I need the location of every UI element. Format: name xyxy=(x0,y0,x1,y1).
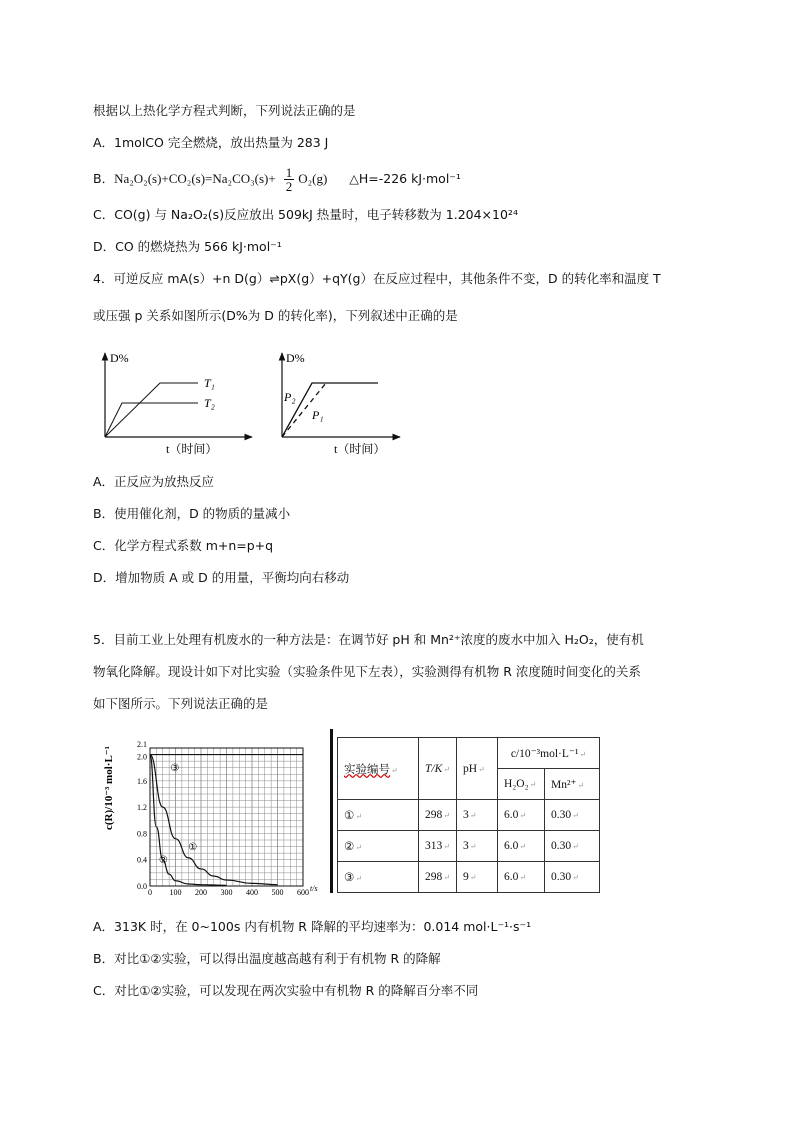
graph-temperature xyxy=(105,351,252,456)
cell-mn: 0.30↵ xyxy=(544,800,599,831)
table-row xyxy=(338,831,600,862)
header-ph: pH↵ xyxy=(456,738,497,800)
series-label: ① xyxy=(188,841,198,853)
q5-stem-line1: 5．目前工业上处理有机废水的一种方法是：在调节好 pH 和 Mn²⁺浓度的废水中加入 H₂O₂，使有机 xyxy=(93,632,644,647)
graph1-y-label: D% xyxy=(110,351,129,365)
x-tick-label: 400 xyxy=(246,888,258,897)
graph1-label-t1: T₁ xyxy=(204,376,215,390)
q4-stem-line1: 4．可逆反应 mA(s）+n D(g）⇌pX(g）+qY(g）在反应过程中，其他条件不变，D 的转化率和温度 T xyxy=(93,271,661,286)
cell-ph: 3↵ xyxy=(456,831,497,862)
table-header-row xyxy=(338,738,600,769)
cell-h2o2: 6.0↵ xyxy=(497,800,544,831)
series-label: ② xyxy=(158,855,168,866)
q5-option-c: C．对比①②实验，可以发现在两次实验中有机物 R 的降解百分率不同 xyxy=(93,983,479,998)
x-tick-label: 300 xyxy=(220,888,233,897)
x-tick-label: 200 xyxy=(195,888,207,897)
table-row xyxy=(338,862,600,893)
fraction-numerator: 1 xyxy=(285,165,293,180)
experiment-table xyxy=(337,737,600,893)
q5-stem-line2: 物氧化降解。现设计如下对比实验（实验条件见下左表），实验测得有机物 R 浓度随时间变化的关系 xyxy=(93,664,641,679)
q5-option-b: B．对比①②实验，可以得出温度越高越有利于有机物 R 的降解 xyxy=(93,951,441,966)
degradation-chart xyxy=(98,740,328,900)
header-exp: 实验编号↵ xyxy=(338,738,419,800)
graph1-x-label: t（时间） xyxy=(166,442,218,456)
q3-option-c: C．CO(g) 与 Na₂O₂(s)反应放出 509kJ 热量时，电子转移数为 1.204×10²⁴ xyxy=(93,207,518,222)
header-mn: Mn²⁺↵ xyxy=(544,769,599,800)
cell-id: ③↵ xyxy=(338,862,419,893)
q3-option-b xyxy=(93,166,461,193)
x-tick-label: 500 xyxy=(271,888,284,897)
q3-option-b-equation: Na₂O₂(s)+CO₂(s)=Na₂CO₃(s)+ xyxy=(114,171,276,186)
graph-pressure xyxy=(282,351,400,456)
cell-h2o2: 6.0↵ xyxy=(497,862,544,893)
intro-text: 根据以上热化学方程式判断，下列说法正确的是 xyxy=(93,103,356,118)
header-conc: c/10⁻³mol·L⁻¹↵ xyxy=(497,738,599,769)
y-tick-label: 0.4 xyxy=(137,855,147,865)
cell-id: ②↵ xyxy=(338,831,419,862)
q4-stem-line2: 或压强 p 关系如图所示(D%为 D 的转化率)，下列叙述中正确的是 xyxy=(93,308,458,323)
graph1-curve-t2 xyxy=(105,403,198,437)
cell-mn: 0.30↵ xyxy=(544,862,599,893)
q4-option-c: C．化学方程式系数 m+n=p+q xyxy=(93,538,274,553)
q5-option-a: A．313K 时，在 0~100s 内有机物 R 降解的平均速率为：0.014 mol·L⁻¹·s⁻¹ xyxy=(93,919,532,934)
header-h2o2: H₂O₂↵ xyxy=(497,769,544,800)
y-tick-label: 2.1 xyxy=(137,740,147,749)
cell-temp: 298↵ xyxy=(419,862,457,893)
cell-temp: 313↵ xyxy=(419,831,457,862)
q3-option-b-o2: O₂(g) xyxy=(298,171,328,186)
divider-bar xyxy=(330,729,333,893)
x-tick-label: 600 xyxy=(297,888,309,897)
q3-option-d: D．CO 的燃烧热为 566 kJ·mol⁻¹ xyxy=(93,239,282,254)
cell-ph: 3↵ xyxy=(456,800,497,831)
series-label: ③ xyxy=(170,763,180,774)
cell-id: ①↵ xyxy=(338,800,419,831)
y-tick-label: 0.0 xyxy=(137,882,147,891)
q3-option-b-prefix: B． xyxy=(93,171,115,186)
header-temp: T/K↵ xyxy=(419,738,457,800)
cell-ph: 9↵ xyxy=(456,862,497,893)
q3-option-b-enthalpy: △H=-226 kJ·mol⁻¹ xyxy=(349,171,461,186)
q4-option-b: B．使用催化剂，D 的物质的量减小 xyxy=(93,506,291,521)
q4-graphs xyxy=(90,345,420,463)
x-tick-label: 0 xyxy=(148,888,152,897)
y-tick-label: 1.6 xyxy=(137,776,147,786)
graph2-label-p2: P₂ xyxy=(284,390,296,404)
y-tick-label: 0.8 xyxy=(137,829,147,839)
q5-stem-line3: 如下图所示。下列说法正确的是 xyxy=(93,696,269,711)
fraction-denominator: 2 xyxy=(285,179,293,194)
graph2-label-p1: P₁ xyxy=(312,408,324,422)
cell-temp: 298↵ xyxy=(419,800,457,831)
table-row xyxy=(338,800,600,831)
graph1-label-t2: T₂ xyxy=(204,396,215,410)
y-tick-label: 1.2 xyxy=(137,803,147,813)
x-tick-label: 100 xyxy=(169,888,182,897)
q4-option-a: A．正反应为放热反应 xyxy=(93,474,215,489)
cell-mn: 0.30↵ xyxy=(544,831,599,862)
chart-x-label: t/s xyxy=(310,884,318,893)
fraction-half xyxy=(284,166,295,193)
chart-y-label: c(R)/10⁻³ mol·L⁻¹ xyxy=(103,746,115,830)
graph2-x-label: t（时间） xyxy=(334,442,386,456)
graph2-y-label: D% xyxy=(286,351,305,365)
q3-option-a: A．1molCO 完全燃烧，放出热量为 283 J xyxy=(93,135,329,150)
q4-option-d: D．增加物质 A 或 D 的用量，平衡均向右移动 xyxy=(93,570,350,585)
cell-h2o2: 6.0↵ xyxy=(497,831,544,862)
y-tick-label: 2.0 xyxy=(137,752,147,762)
graph2-curve-p2 xyxy=(282,383,378,437)
